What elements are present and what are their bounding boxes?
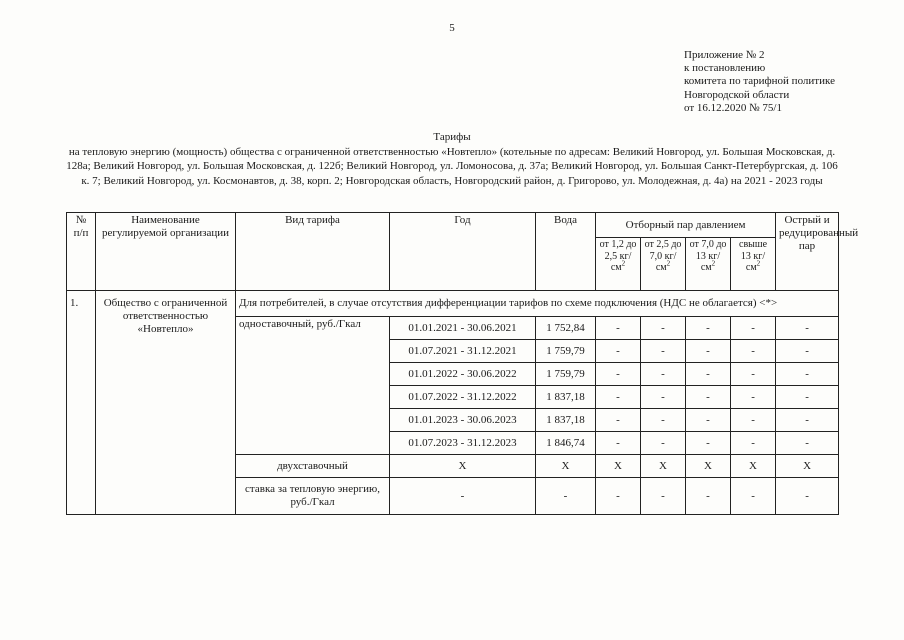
sharp-steam-cell: - <box>776 340 839 363</box>
document-title-block <box>62 130 842 188</box>
sharp-steam-cell: - <box>776 363 839 386</box>
header-year: Год <box>390 213 536 291</box>
steam-3-cell: - <box>686 432 731 455</box>
steam-2-cell: - <box>641 317 686 340</box>
steam-2-cell: X <box>641 455 686 478</box>
document-title: Тарифы <box>433 131 471 143</box>
header-tariff-type: Вид тарифа <box>236 213 390 291</box>
header-row <box>67 213 839 238</box>
steam-4-cell: - <box>731 363 776 386</box>
steam-3-cell: - <box>686 478 731 515</box>
steam-1-cell: - <box>596 386 641 409</box>
water-cell: 1 837,18 <box>536 409 596 432</box>
steam-4-cell: - <box>731 340 776 363</box>
steam-2-cell: - <box>641 363 686 386</box>
sharp-steam-cell: - <box>776 432 839 455</box>
period-cell: 01.07.2022 - 31.12.2022 <box>390 386 536 409</box>
steam-2-cell: - <box>641 432 686 455</box>
header-org: Наименование регулируемой организации <box>96 213 236 291</box>
period-cell: 01.01.2022 - 30.06.2022 <box>390 363 536 386</box>
org-name: Общество с ограниченной ответственностью «Новтепло» <box>96 291 236 515</box>
period-cell: 01.07.2021 - 31.12.2021 <box>390 340 536 363</box>
steam-2-cell: - <box>641 478 686 515</box>
header-water: Вода <box>536 213 596 291</box>
sharp-steam-cell: - <box>776 317 839 340</box>
period-cell: 01.01.2023 - 30.06.2023 <box>390 409 536 432</box>
steam-1-cell: X <box>596 455 641 478</box>
header-steam-4: свыше 13 $кг/см^2$ <box>731 238 776 291</box>
water-cell: 1 759,79 <box>536 340 596 363</box>
period-cell: X <box>390 455 536 478</box>
steam-2-cell: - <box>641 340 686 363</box>
steam-1-cell: - <box>596 409 641 432</box>
header-sharp-steam: Острый и редуцированный пар <box>776 213 839 291</box>
water-cell: 1 837,18 <box>536 386 596 409</box>
sharp-steam-cell: - <box>776 409 839 432</box>
steam-3-cell: - <box>686 386 731 409</box>
period-cell: 01.07.2023 - 31.12.2023 <box>390 432 536 455</box>
steam-4-cell: - <box>731 432 776 455</box>
steam-3-cell: X <box>686 455 731 478</box>
appendix-block <box>684 49 835 115</box>
document-subtitle: на тепловую энергию (мощность) общества с ограниченной ответственностью «Новтепло» (котельные по адресам: Великий Новгород, ул. Большая Московская, д. 128а; Великий Новгород, ул. Большая Московская, д. 122б; Великий Новгород, ул. Ломоносова, д. 37а; Великий Новгород, ул. Большая Санкт-Петербургская, д. 106 к. 7; Великий Новгород, ул. Космонавтов, д. 38, корп. 2; Новгородская область, Новгородский район, д. Григорово, ул. Молодежная, д. 4а) на 2021 - 2023 годы <box>66 145 838 187</box>
steam-3-cell: - <box>686 409 731 432</box>
sharp-steam-cell: - <box>776 478 839 515</box>
steam-3-cell: - <box>686 340 731 363</box>
steam-4-cell: - <box>731 409 776 432</box>
energy-rate-label: ставка за тепловую энергию, руб./Гкал <box>236 478 390 515</box>
header-steam-group: Отборный пар давлением <box>596 213 776 238</box>
steam-1-cell: - <box>596 363 641 386</box>
page-number: 5 <box>449 22 455 34</box>
appendix-line: к постановлению <box>684 62 766 75</box>
appendix-line: комитета по тарифной политике <box>684 75 835 88</box>
steam-3-cell: - <box>686 317 731 340</box>
water-cell: X <box>536 455 596 478</box>
water-cell: 1 752,84 <box>536 317 596 340</box>
sharp-steam-cell: - <box>776 386 839 409</box>
header-steam-3: от 7,0 до 13 $кг/см^2$ <box>686 238 731 291</box>
tariff-table <box>66 212 859 515</box>
steam-4-cell: - <box>731 478 776 515</box>
single-rate-label: одноставочный, руб./Гкал <box>236 317 390 455</box>
water-cell: 1 846,74 <box>536 432 596 455</box>
steam-2-cell: - <box>641 386 686 409</box>
sharp-steam-cell: X <box>776 455 839 478</box>
steam-1-cell: - <box>596 478 641 515</box>
steam-4-cell: - <box>731 386 776 409</box>
section-row <box>67 291 839 317</box>
appendix-line: Приложение № 2 <box>684 49 765 61</box>
water-cell: 1 759,79 <box>536 363 596 386</box>
section-title: Для потребителей, в случае отсутствия дифференциации тарифов по схеме подключения (НДС не облагается) <*> <box>236 291 839 317</box>
appendix-line: от 16.12.2020 № 75/1 <box>684 101 782 114</box>
steam-1-cell: - <box>596 317 641 340</box>
header-steam-2: от 2,5 до 7,0 $кг/см^2$ <box>641 238 686 291</box>
steam-1-cell: - <box>596 340 641 363</box>
header-steam-1: от 1,2 до 2,5 $кг/см^2$ <box>596 238 641 291</box>
steam-4-cell: X <box>731 455 776 478</box>
appendix-line: Новгородской области <box>684 88 790 101</box>
two-rate-label: двухставочный <box>236 455 390 478</box>
steam-1-cell: - <box>596 432 641 455</box>
steam-4-cell: - <box>731 317 776 340</box>
water-cell: - <box>536 478 596 515</box>
header-num: № п/п <box>67 213 96 291</box>
row-number: 1. <box>67 291 96 515</box>
steam-3-cell: - <box>686 363 731 386</box>
steam-2-cell: - <box>641 409 686 432</box>
period-cell: 01.01.2021 - 30.06.2021 <box>390 317 536 340</box>
period-cell: - <box>390 478 536 515</box>
